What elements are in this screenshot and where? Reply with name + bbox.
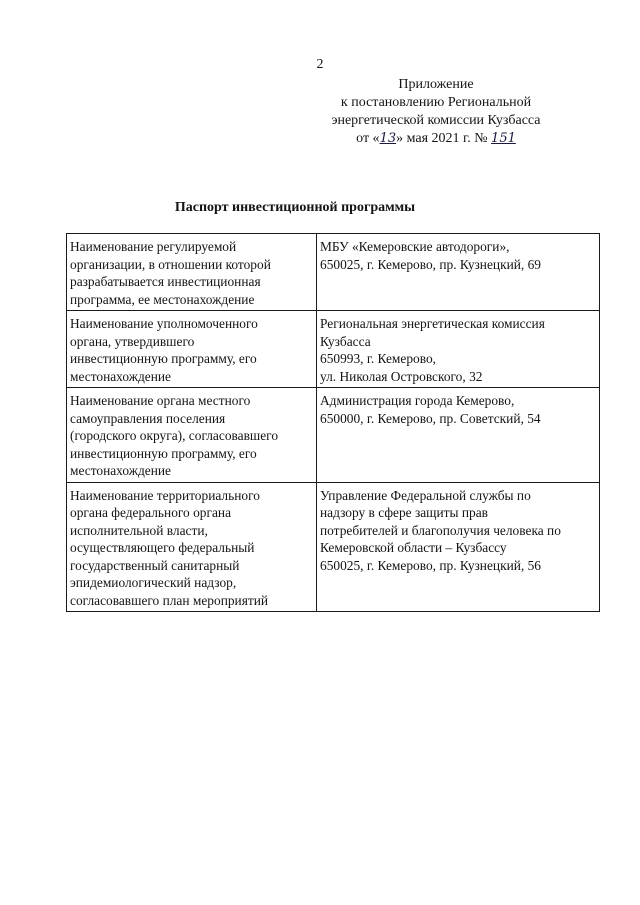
passport-table — [66, 233, 600, 612]
row-value-line: потребителей и благополучия человека по — [320, 522, 561, 538]
row-label-line: организации, в отношении которой — [70, 256, 271, 272]
row-label — [67, 311, 317, 388]
row-label-line: (городского округа), согласовавшего — [70, 428, 279, 443]
row-label-line: осуществляющего федеральный — [70, 540, 255, 555]
date-middle: » мая 2021 г. № — [396, 131, 492, 146]
row-label-line: органа, утвердившего — [70, 333, 195, 349]
row-value-line: Управление Федеральной службы по — [320, 487, 531, 503]
row-value-line: Кемеровской области – Кузбассу — [320, 540, 507, 555]
date-prefix: от « — [356, 131, 380, 146]
appendix-line-2: энергетической комиссии Кузбасса — [331, 113, 541, 128]
row-label-line: Наименование регулируемой — [70, 239, 237, 254]
row-label — [67, 234, 317, 311]
row-value-line: ул. Николая Островского, 32 — [320, 368, 483, 384]
document-title: Паспорт инвестиционной программы — [174, 200, 416, 215]
row-value — [317, 234, 600, 311]
row-value-line: 650025, г. Кемерово, пр. Кузнецкий, 69 — [320, 256, 542, 272]
table-row — [67, 482, 600, 612]
row-value-line: надзору в сфере защиты прав — [320, 505, 488, 520]
row-label-line: эпидемиологический надзор, — [70, 575, 237, 590]
row-label-line: самоуправления поселения — [70, 410, 226, 426]
appendix-line-1: к постановлению Региональной — [340, 95, 532, 110]
row-label-line: Наименование уполномоченного — [70, 316, 258, 331]
row-value-line: Кузбасса — [320, 333, 371, 349]
handwritten-day: 13 — [379, 131, 397, 146]
row-value-line: МБУ «Кемеровские автодороги», — [320, 239, 510, 254]
handwritten-doc-number: 151 — [491, 131, 516, 146]
row-label-line: Наименование территориального — [70, 487, 260, 503]
row-label — [67, 388, 317, 483]
row-label-line: инвестиционную программу, его — [70, 351, 257, 366]
appendix-header — [300, 76, 572, 148]
row-value-line: Администрация города Кемерово, — [320, 393, 515, 408]
row-label-line: органа федерального органа — [70, 505, 232, 520]
appendix-date-line — [300, 130, 572, 148]
row-label-line: программа, ее местонахождение — [70, 291, 255, 307]
row-label-line: местонахождение — [70, 463, 172, 478]
row-label-line: разрабатывается инвестиционная — [70, 274, 261, 289]
row-value-line: Региональная энергетическая комиссия — [320, 316, 545, 331]
row-label-line: согласовавшего план мероприятий — [70, 592, 269, 608]
row-label-line: местонахождение — [70, 368, 172, 384]
table-row — [67, 388, 600, 483]
table-row — [67, 311, 600, 388]
row-value-line: 650025, г. Кемерово, пр. Кузнецкий, 56 — [320, 557, 542, 573]
row-label-line: Наименование органа местного — [70, 393, 251, 408]
page-number: 2 — [316, 57, 324, 72]
row-label-line: инвестиционную программу, его — [70, 445, 257, 461]
row-value-line: 650993, г. Кемерово, — [320, 351, 436, 366]
table-row — [67, 234, 600, 311]
row-label-line: исполнительной власти, — [70, 522, 208, 538]
row-label-line: государственный санитарный — [70, 557, 240, 573]
row-value — [317, 482, 600, 612]
appendix-title: Приложение — [398, 77, 474, 92]
row-label — [67, 482, 317, 612]
row-value-line: 650000, г. Кемерово, пр. Советский, 54 — [320, 410, 541, 426]
row-value — [317, 311, 600, 388]
row-value — [317, 388, 600, 483]
